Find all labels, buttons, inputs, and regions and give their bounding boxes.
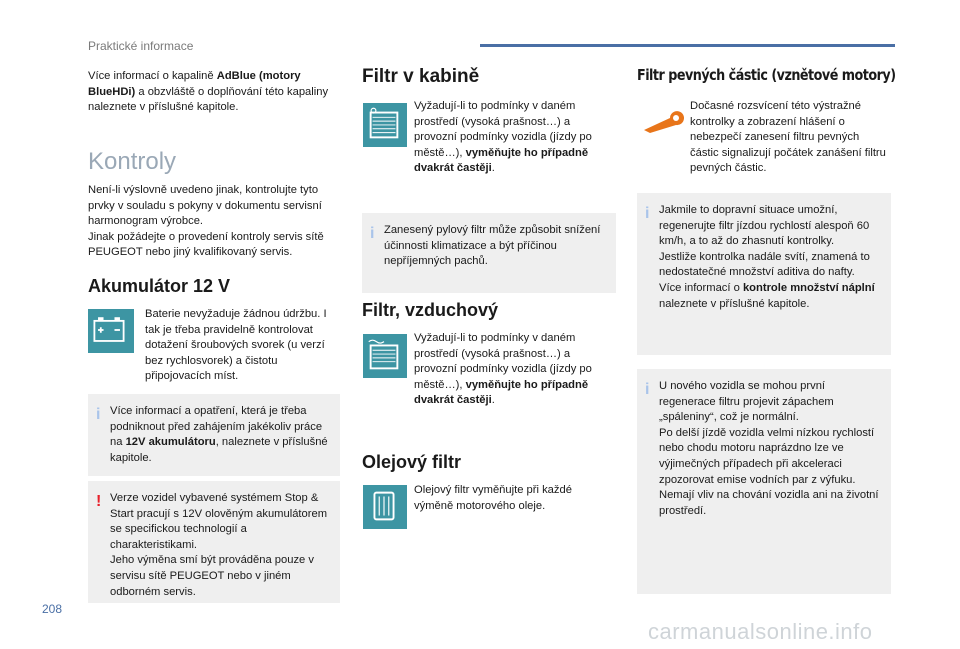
info-box-regenerace: i Jakmile to dopravní situace umožní, regenerujte filtr jízdou rychlostí alespoň 60 km/h, a to až do zhasnutí kontrolky. Jestliže kontrolka nadále svítí, znamená to nedostatečné množství aditiva do nafty. Více informací o kontrole množství náplní naleznete v příslušné kapitole. [637,193,891,355]
fap-paragraph: Dočasné rozsvícení této výstražné kontrolky a zobrazení hlášení o nebezpečí zanesení filtru pevných částic signalizují počátek zanášení filtru pevných částic. [690,100,886,175]
intro-paragraph: Více informací o kapalině AdBlue (motory BlueHDi) a obzvláště o doplňování této kapaliny naleznete v příslušné kapitole. [88,70,329,114]
oil-filter-icon [363,485,407,529]
running-header: Praktické informace [88,39,194,53]
battery-icon [88,309,134,353]
air-filter-icon [363,334,407,378]
akumulator-paragraph: Baterie nevyžaduje žádnou údržbu. I tak je třeba pravidelně kontrolovat dotažení šroubových svorek (u verzí bez rychlosvorek) a čistotu připojovacích míst. [145,308,327,383]
heading-akumulator: Akumulátor 12 V [88,276,231,296]
section-title-kontroly: Kontroly [88,148,177,175]
info-box-kabina: i Zanesený pylový filtr může způsobit snížení účinnosti klimatizace a být příčinou nepříjemných pachů. [362,213,616,293]
info-icon: i [645,381,650,398]
olej-paragraph: Olejový filtr vyměňujte při každé výměně motorového oleje. [414,484,572,512]
info-icon: i [96,406,101,423]
kontroly-paragraph: Není-li výslovně uvedeno jinak, kontrolujte tyto prvky v souladu s pokyny v dokumentu servisní harmonogram výrobce. Jinak požádejte o provedení kontroly servis sítě PEUGEOT nebo jiný kvalifikovaný servis. [88,184,324,259]
heading-filtr-pevnych-castic: Filtr pevných částic (vznětové motory) [637,66,896,84]
cabin-filter-icon [363,103,407,147]
info-box-akumulator: i Více informací a opatření, která je třeba podniknout před zahájením jakékoliv práce na 12V akumulátoru, naleznete v příslušné kapitole. [88,394,340,476]
wrench-warning-icon [640,108,686,136]
header-rule [480,44,895,47]
warning-box-stop-start: ! Verze vozidel vybavené systémem Stop & Start pracují s 12V olověným akumulátorem se specifickou technologií a charakteristikami. Jeho výměna smí být prováděna pouze v servisu sítě PEUGEOT nebo v jiném odborném servis. [88,481,340,603]
info-icon: i [370,225,375,242]
vzduch-paragraph: Vyžadují-li to podmínky v daném prostředí (vysoká prašnost…) a provozní podmínky vozidla (jízdy po městě…), vyměňujte ho případně dvakrát častěji. [414,332,592,407]
heading-olejovy-filtr: Olejový filtr [362,452,462,472]
kabina-paragraph: Vyžadují-li to podmínky v daném prostředí (vysoká prašnost…) a provozní podmínky vozidla (jízdy po městě…), vyměňujte ho případně dvakrát častěji. [414,100,592,175]
warning-icon: ! [96,493,102,510]
heading-filtr-kabina: Filtr v kabině [362,66,480,87]
page-number: 208 [42,602,63,616]
watermark: carmanualsonline.info [648,619,873,644]
heading-filtr-vzduch: Filtr, vzduchový [362,300,499,320]
info-box-novy-vuz: i U nového vozidla se mohou první regenerace filtru projevit zápachem „spáleniny“, což je normální. Po delší jízdě vozidla velmi nízkou rychlostí nebo chodu motoru naprázdno lze ve výjimečných případech při akceleraci zpozorovat emise vodních par z výfuku. Nemají vliv na chování vozidla ani na životní prostředí. [637,369,891,594]
info-icon: i [645,205,650,222]
